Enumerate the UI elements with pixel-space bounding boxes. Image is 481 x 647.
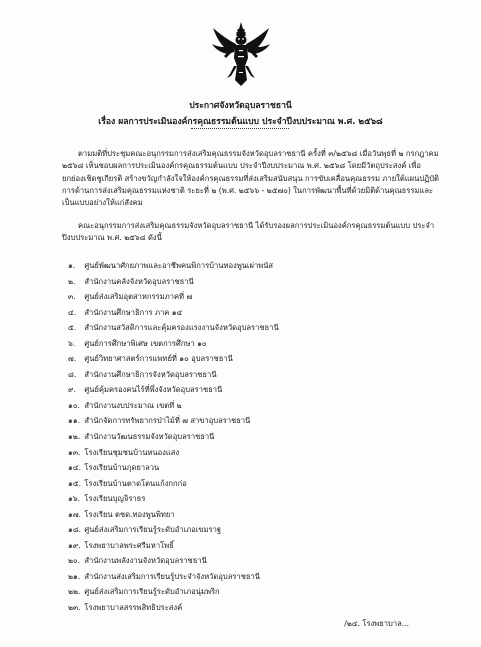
document-title: ประกาศจังหวัดอุบลราชธานี (189, 101, 292, 111)
item-number: ๖. (68, 338, 76, 348)
item-name: สำนักงานวัฒนธรรมจังหวัดอุบลราชธานี (84, 432, 215, 442)
list-item (68, 351, 279, 367)
item-number: ๗. (68, 354, 77, 364)
page-continuation: /๒๔. โรงพยาบาล... (344, 619, 409, 628)
item-number: ๒. (68, 276, 76, 286)
item-name: โรงเรียนชุมชนบ้านหนองแสง (84, 447, 180, 457)
list-item (68, 336, 279, 352)
item-name: ศูนย์ส่งเสริมอุตสาหกรรมภาคที่ ๗ (84, 292, 193, 302)
item-number: ๒๒. (68, 587, 81, 597)
list-item (68, 538, 279, 554)
list-item (68, 367, 279, 383)
item-number: ๔. (68, 307, 77, 317)
item-name: ศูนย์ส่งเสริมการเรียนรู้ระดับอำเภอเขมราฐ (84, 525, 222, 535)
dotted-separator (191, 128, 289, 129)
paragraph-background: ตามมติที่ประชุมคณะอนุกรรมการส่งเสริมคุณธรรมจังหวัดอุบลราชธานี ครั้งที่ ๓/๒๕๖๘ เมื่อวันพุธที่ ๒ กรกฎาคม ๒๕๖๘ เห็นชอบผลการประเมินองค์กรคุณธรรมต้นแบบ ประจำปีงบประมาณ พ.ศ. ๒๕๖๘ โดยมีวัตถุประสงค์ เพื่อยกย่องเชิดชูเกียรติ สร้างขวัญกำลังใจให้องค์กรคุณธรรมที่ส่งเสริมสนับสนุน การขับเคลื่อนคุณธรรม ภายใต้แผนปฏิบัติการด้านการส่งเสริมคุณธรรมแห่งชาติ ระยะที่ ๒ (พ.ศ. ๒๕๖๖ - ๒๕๗๐) ในการพัฒนาพื้นที่ด้วยมิติด้านคุณธรรมและเป็นแบบอย่างให้แก่สังคม (62, 149, 439, 208)
item-name: สำนักงานศึกษาธิการ ภาค ๑๔ (84, 307, 183, 317)
item-name: ศูนย์คุ้มครองคนไร้ที่พึ่งจังหวัดอุบลราชธานี (84, 385, 223, 395)
organization-list (68, 258, 279, 616)
item-name: สำนักงานคลังจังหวัดอุบลราชธานี (84, 276, 194, 286)
list-item (68, 600, 279, 616)
item-number: ๑๙. (68, 540, 81, 550)
list-item (68, 507, 279, 523)
document-subject: เรื่อง ผลการประเมินองค์กรคุณธรรมต้นแบบ ประจำปีงบประมาณ พ.ศ. ๒๕๖๘ (98, 117, 383, 127)
item-name: โรงเรียนบุญจิราธร (84, 494, 146, 504)
item-name: โรงเรียนบ้านตาดโตนแก้งกกก่อ (84, 478, 187, 488)
list-item (68, 429, 279, 445)
item-number: ๕. (68, 323, 77, 333)
list-item (68, 305, 279, 321)
list-item (68, 320, 279, 336)
list-item (68, 398, 279, 414)
item-number: ๑๓. (68, 447, 81, 457)
item-number: ๑๔. (68, 463, 81, 473)
list-item (68, 569, 279, 585)
list-item (68, 584, 279, 600)
item-name: ศูนย์พัฒนาศักยภาพและอาชีพคนพิการบ้านทองพูนเผ่าพนัส (84, 261, 274, 270)
list-item (68, 460, 279, 476)
list-item (68, 258, 279, 274)
list-item (68, 476, 279, 492)
item-number: ๑. (68, 261, 76, 270)
item-number: ๑๕. (68, 478, 81, 488)
item-number: ๒๓. (68, 603, 81, 613)
item-name: สำนักงานพลังงานจังหวัดอุบลราชธานี (84, 556, 207, 566)
item-name: โรงเรียน ตชด.ทองพูนพิทยา (84, 509, 175, 519)
item-name: ศูนย์วิทยาศาสตร์การแพทย์ที่ ๑๐ อุบลราชธานี (84, 354, 233, 364)
item-number: ๑๖. (68, 494, 81, 504)
item-number: ๒๐. (68, 556, 81, 566)
item-name: สำนักงานงบประมาณ เขตที่ ๒ (84, 400, 182, 410)
item-name: โรงพยาบาลสรรพสิทธิประสงค์ (84, 603, 183, 613)
list-item (68, 289, 279, 305)
list-item (68, 522, 279, 538)
item-number: ๑๐. (68, 400, 80, 410)
item-number: ๙. (68, 385, 76, 395)
item-name: โรงเรียนบ้านกุดยาลวน (84, 463, 160, 473)
list-item (68, 382, 279, 398)
paragraph-certification: คณะอนุกรรมการส่งเสริมคุณธรรมจังหวัดอุบลราชธานี ได้รับรองผลการประเมินองค์กรคุณธรรมต้นแบบ ประจำปีงบประมาณ พ.ศ. ๒๕๖๘ ดังนี้ (62, 221, 435, 243)
item-number: ๘. (68, 369, 77, 379)
item-number: ๑๗. (68, 509, 81, 519)
list-item (68, 274, 279, 290)
garuda-emblem-icon (210, 20, 272, 88)
list-item (68, 413, 279, 429)
item-number: ๓. (68, 292, 76, 302)
list-item (68, 445, 279, 461)
item-name: สำนักจัดการทรัพยากรป่าไม้ที่ ๗ สาขาอุบลราชธานี (84, 416, 251, 426)
item-name: สำนักงานส่งเสริมการเรียนรู้ประจำจังหวัดอุบลราชธานี (84, 571, 260, 581)
item-number: ๑๘. (68, 525, 82, 535)
list-item (68, 491, 279, 507)
item-name: ศูนย์ส่งเสริมการเรียนรู้ระดับอำเภอนุ่มพริก (84, 587, 220, 597)
item-name: สำนักงานศึกษาธิการจังหวัดอุบลราชธานี (84, 369, 217, 379)
item-number: ๒๑. (68, 571, 81, 581)
item-number: ๑๑. (68, 416, 81, 426)
item-name: สำนักงานสวัสดิการและคุ้มครองแรงงานจังหวัดอุบลราชธานี (84, 323, 279, 333)
list-item (68, 553, 279, 569)
item-name: โรงพยาบาลพระศรีมหาโพธิ์ (84, 540, 174, 550)
item-number: ๑๒. (68, 432, 81, 442)
item-name: ศูนย์การศึกษาพิเศษ เขตการศึกษา ๑๐ (84, 338, 207, 348)
